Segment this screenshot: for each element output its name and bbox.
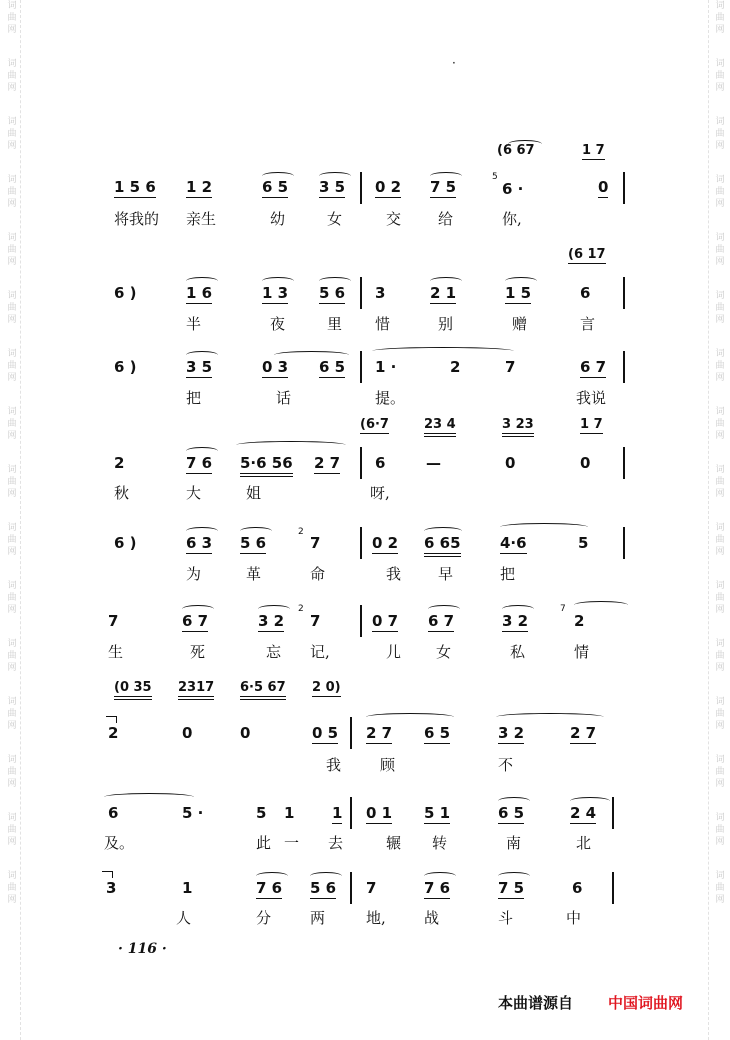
note-group: 7 [366,879,377,897]
watermark-char: 网 [715,431,725,441]
watermark-char: 词 [715,755,725,765]
bar-line [623,351,625,383]
source-label: 本曲谱源自 [498,994,574,1012]
slur [104,793,194,801]
slur [496,713,604,721]
note-group: 6 [375,454,386,472]
lyric: 姐 [246,484,262,502]
watermark-char: 网 [7,83,17,93]
lyric: 惜 [375,315,391,333]
watermark-char: 曲 [715,825,725,835]
watermark-char: 网 [7,431,17,441]
slur [500,523,588,531]
note-group: 6 ) [114,358,137,376]
lyric: 去 [328,834,344,852]
watermark-char: 网 [715,25,725,35]
lyric: 命 [310,565,326,583]
note-group: 6 5 [319,358,346,376]
watermark-char: 曲 [7,535,17,545]
grace-note: 7 [560,604,566,614]
slur [502,605,534,613]
watermark-char: 网 [715,373,725,383]
watermark-char: 曲 [715,477,725,487]
note-group: 6 ) [114,284,137,302]
slur [319,277,351,285]
bar-line [623,447,625,479]
slur [236,441,346,449]
slur [240,527,272,535]
watermark-char: 曲 [715,245,725,255]
lyric: 死 [190,643,206,661]
watermark-char: 曲 [7,303,17,313]
watermark-char: 词 [7,465,17,475]
watermark-char: 网 [715,257,725,267]
slur [310,872,342,880]
bar-line [612,797,614,829]
slur [182,605,214,613]
note-group: 6 5 [424,724,451,742]
watermark-char: 曲 [7,709,17,719]
watermark-left [4,0,20,1040]
prelude-notes: 1 7 [580,417,603,432]
lyric: 不 [498,756,514,774]
watermark-char: 网 [715,489,725,499]
note-group: 2 7 [314,454,341,472]
lyric: 南 [506,834,522,852]
lyric: 里 [327,315,343,333]
watermark-char: 曲 [715,129,725,139]
bar-line [350,872,352,904]
prelude-notes: 3 23 [502,417,534,437]
watermark-char: 网 [715,721,725,731]
note-group: 1 [284,804,295,822]
note-group: 3 5 [186,358,213,376]
watermark-char: 词 [7,59,17,69]
lyric: 一 [284,834,300,852]
watermark-char: 网 [715,199,725,209]
slur [498,797,530,805]
watermark-char: 网 [7,315,17,325]
slur [424,872,456,880]
lyric: 亲生 [186,210,217,228]
bar-line [623,277,625,309]
bar-line [623,527,625,559]
lyric: 女 [436,643,452,661]
watermark-char: 曲 [715,419,725,429]
top-dot: · [452,56,456,70]
slur [186,447,218,455]
lyric: 及。 [104,834,135,852]
watermark-char: 词 [7,581,17,591]
prelude-notes: (6 17 [568,247,606,262]
note-group: 6 ) [114,534,137,552]
slur [424,527,462,535]
watermark-char: 网 [7,837,17,847]
note-group: 6 65 [424,534,461,557]
lyric: 大 [186,484,202,502]
slur [186,527,218,535]
lyric: 中 [566,909,582,927]
watermark-char: 词 [715,59,725,69]
lyric: 你, [502,210,522,228]
note-group: 2 [574,612,585,630]
watermark-char: 曲 [715,535,725,545]
note-group: 7 [108,612,119,630]
watermark-char: 曲 [7,767,17,777]
note-group: 7 [505,358,516,376]
lyric: 此 [256,834,272,852]
watermark-char: 词 [7,1,17,11]
watermark-char: 词 [7,697,17,707]
source-site-link[interactable]: 中国词曲网 [608,994,684,1012]
watermark-char: 曲 [715,71,725,81]
watermark-char: 网 [715,605,725,615]
slur [274,351,349,359]
note-group: 0 [505,454,516,472]
note-group: 7 [310,534,321,552]
slur [186,277,218,285]
note-group: 0 5 [312,724,339,742]
note-group: 5 [256,804,267,822]
watermark-char: 曲 [715,361,725,371]
watermark-char: 网 [715,141,725,151]
note-group: 2 1 [430,284,457,302]
lyric: 我说 [576,389,607,407]
bar-line [350,797,352,829]
slur [258,605,290,613]
watermark-char: 网 [715,315,725,325]
bar-line [360,527,362,559]
note-group: 7 5 [498,879,525,897]
watermark-char: 词 [715,291,725,301]
watermark-char: 词 [7,407,17,417]
lyric: 革 [246,565,262,583]
watermark-char: 词 [7,291,17,301]
grace-note: 2 [298,604,304,614]
lyric: 地, [366,909,386,927]
slur [262,277,294,285]
note-group: 0 [598,178,609,196]
watermark-char: 词 [7,813,17,823]
watermark-char: 网 [715,837,725,847]
slur [508,140,542,148]
note-group: 6 7 [580,358,607,376]
note-group: 5 6 [319,284,346,302]
lyric: 两 [310,909,326,927]
watermark-char: 曲 [7,187,17,197]
watermark-char: 曲 [715,13,725,23]
watermark-char: 网 [715,547,725,557]
note-group: 6 [108,804,119,822]
watermark-char: 曲 [7,651,17,661]
watermark-char: 词 [7,233,17,243]
watermark-char: 曲 [715,883,725,893]
lyric: 将我的 [114,210,160,228]
grace-note: 5 [492,172,498,182]
note-group: 5 6 [310,879,337,897]
prelude-notes: (6·7 [360,417,389,432]
lyric: 提。 [375,389,406,407]
lyric: 分 [256,909,272,927]
margin-guide-left [20,0,21,1040]
note-group: 0 1 [366,804,393,822]
lyric: 记, [310,643,330,661]
note-group: 2 [450,358,461,376]
lyric: 情 [574,643,590,661]
lyric: 为 [186,565,202,583]
watermark-char: 网 [715,663,725,673]
watermark-char: 网 [7,663,17,673]
lyric: 半 [186,315,202,333]
note-group: 6 5 [498,804,525,822]
prelude-notes: (6 67 [497,143,535,158]
lyric: 我 [326,756,342,774]
lyric: 忘 [266,643,282,661]
bar-line [360,605,362,637]
note-group: 2 4 [570,804,597,822]
prelude-notes: 23 4 [424,417,456,437]
lyric: 秋 [114,484,130,502]
note-group: 1 2 [186,178,213,196]
watermark-char: 网 [7,199,17,209]
page-number: · 116 · [118,941,167,957]
bar-line [360,277,362,309]
watermark-char: 网 [7,25,17,35]
note-group: 3 [106,879,117,897]
watermark-char: 网 [715,779,725,789]
margin-guide-right [708,0,709,1040]
watermark-char: 词 [7,639,17,649]
lyric: 辗 [386,834,402,852]
lyric: 生 [108,643,124,661]
watermark-char: 曲 [715,187,725,197]
watermark-char: 曲 [7,245,17,255]
note-group: 2 [108,724,119,742]
watermark-char: 曲 [715,709,725,719]
bar-line [623,172,625,204]
watermark-char: 词 [715,1,725,11]
note-group: 2 [114,454,125,472]
watermark-char: 词 [715,581,725,591]
note-group: 2 7 [366,724,393,742]
watermark-char: 词 [715,465,725,475]
slur [256,872,288,880]
prelude-notes: 6·5 67 [240,680,286,700]
lyric: 战 [424,909,440,927]
watermark-char: 词 [715,407,725,417]
note-group: 7 [310,612,321,630]
note-group: 7 5 [430,178,457,196]
note-group: 5 [578,534,589,552]
bar-line [350,717,352,749]
lyric: 顾 [380,756,396,774]
note-group: 0 2 [372,534,399,552]
note-group: 4·6 [500,534,527,552]
lyric: 转 [432,834,448,852]
note-group: 1 3 [262,284,289,302]
lyric: 女 [327,210,343,228]
lyric: 我 [386,565,402,583]
slur [366,713,454,721]
note-group: 2 7 [570,724,597,742]
watermark-char: 网 [7,895,17,905]
lyric: 夜 [270,315,286,333]
note-group: 3 2 [258,612,285,630]
lyric: 幼 [270,210,286,228]
lyric: 话 [276,389,292,407]
lyric: 交 [386,210,402,228]
note-group: 0 2 [375,178,402,196]
watermark-char: 词 [7,523,17,533]
note-group: 1 · [375,358,397,376]
watermark-char: 词 [715,117,725,127]
note-group: 0 3 [262,358,289,376]
watermark-char: 词 [7,175,17,185]
note-group: 1 5 6 [114,178,156,196]
slur [372,347,514,355]
lyric: 把 [500,565,516,583]
watermark-char: 网 [7,547,17,557]
slur [262,172,294,180]
watermark-right [712,0,728,1040]
note-group: 3 [375,284,386,302]
lyric: 呀, [370,484,390,502]
watermark-char: 词 [7,755,17,765]
note-group: 6 5 [262,178,289,196]
note-group: 3 2 [502,612,529,630]
watermark-char: 曲 [715,767,725,777]
note-group: 5 · [182,804,204,822]
slur [430,172,462,180]
note-group: 1 6 [186,284,213,302]
watermark-char: 曲 [7,71,17,81]
prelude-notes: (0 35 [114,680,152,700]
note-group: 6 · [502,180,524,198]
note-group: 5·6 56 [240,454,293,477]
note-group: 0 7 [372,612,399,630]
note-group: 6 [572,879,583,897]
watermark-char: 词 [715,175,725,185]
lyric: 斗 [498,909,514,927]
prelude-notes: 1 7 [582,143,605,158]
note-group: 1 [332,804,343,822]
watermark-char: 网 [7,605,17,615]
watermark-char: 词 [7,349,17,359]
bar-line [360,447,362,479]
lyric: 人 [176,909,192,927]
lyric: 赠 [512,315,528,333]
watermark-char: 曲 [7,361,17,371]
watermark-char: 曲 [7,13,17,23]
tie-mark [102,871,113,878]
note-group: 7 6 [256,879,283,897]
watermark-char: 词 [715,697,725,707]
watermark-char: 词 [715,639,725,649]
watermark-char: 曲 [715,303,725,313]
note-group: 0 [182,724,193,742]
note-group: 6 7 [428,612,455,630]
watermark-char: 曲 [7,825,17,835]
watermark-char: 词 [715,349,725,359]
watermark-char: 曲 [7,477,17,487]
slur [430,277,462,285]
bar-line [360,172,362,204]
watermark-char: 曲 [7,883,17,893]
prelude-notes: 2317 [178,680,214,700]
watermark-char: 词 [7,871,17,881]
note-group: 7 6 [424,879,451,897]
slur [570,797,610,805]
slur [186,351,218,359]
lyric: 早 [438,565,454,583]
note-group: — [426,454,441,472]
note-group: 5 6 [240,534,267,552]
lyric: 儿 [386,643,402,661]
slur [574,601,628,609]
prelude-notes: 2 0) [312,680,341,695]
watermark-char: 词 [715,233,725,243]
watermark-char: 曲 [715,651,725,661]
watermark-char: 网 [7,721,17,731]
note-group: 6 7 [182,612,209,630]
watermark-char: 网 [715,895,725,905]
watermark-char: 曲 [7,419,17,429]
note-group: 1 5 [505,284,532,302]
note-group: 3 2 [498,724,525,742]
note-group: 6 3 [186,534,213,552]
watermark-char: 词 [715,871,725,881]
watermark-char: 网 [7,779,17,789]
watermark-char: 词 [7,117,17,127]
watermark-char: 网 [7,257,17,267]
watermark-char: 曲 [715,593,725,603]
watermark-char: 曲 [7,593,17,603]
note-group: 0 [240,724,251,742]
watermark-char: 词 [715,523,725,533]
lyric: 北 [576,834,592,852]
grace-note: 2 [298,527,304,537]
bar-line [612,872,614,904]
watermark-char: 网 [7,141,17,151]
note-group: 5 1 [424,804,451,822]
lyric: 把 [186,389,202,407]
bar-line [360,351,362,383]
lyric: 私 [510,643,526,661]
slur [498,872,530,880]
note-group: 3 5 [319,178,346,196]
lyric: 别 [438,315,454,333]
note-group: 7 6 [186,454,213,472]
note-group: 0 [580,454,591,472]
watermark-char: 网 [7,489,17,499]
note-group: 6 [580,284,591,302]
watermark-char: 曲 [7,129,17,139]
watermark-char: 词 [715,813,725,823]
lyric: 给 [438,210,454,228]
watermark-char: 网 [715,83,725,93]
slur [319,172,351,180]
slur [428,605,460,613]
slur [505,277,537,285]
note-group: 1 [182,879,193,897]
tie-mark [106,716,117,723]
lyric: 言 [580,315,596,333]
watermark-char: 网 [7,373,17,383]
